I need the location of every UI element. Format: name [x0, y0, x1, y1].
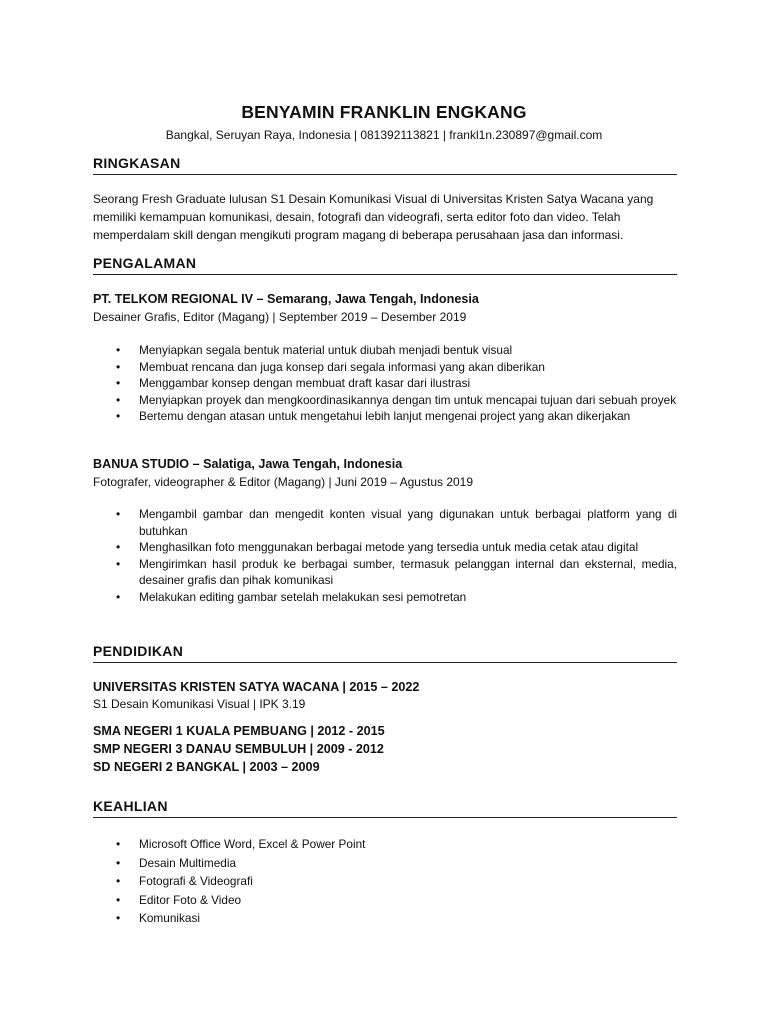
bullet-icon: • — [116, 892, 121, 907]
list-item: • Mengambil gambar dan mengedit konten visual yang digunakan untuk berbagai platform yang di butuhkan — [116, 507, 677, 538]
job-role-banua: Fotografer, videographer & Editor (Magang) | Juni 2019 – Agustus 2019 — [93, 475, 474, 489]
bullet-icon: • — [116, 556, 121, 571]
edu-school-sma: SMA NEGERI 1 KUALA PEMBUANG | 2012 - 2015 — [93, 724, 385, 738]
bullet-icon: • — [116, 837, 121, 851]
edu-university: UNIVERSITAS KRISTEN SATYA WACANA | 2015 – 2022 — [93, 680, 420, 694]
summary-line: memiliki kemampuan komunikasi, desain, fotografi dan videografi, serta editor foto dan video. Telah — [93, 210, 621, 224]
contact-line: Bangkal, Seruyan Raya, Indonesia | 081392113821 | frankl1n.230897@gmail.com — [165, 128, 603, 142]
summary-line: memperdalam skill dengan mengikuti program magang di beberapa perusahaan jasa dan informasi. — [93, 228, 624, 242]
bullet-icon: • — [116, 343, 121, 357]
list-item: • Menggambar konsep dengan membuat draft kasar dari ilustrasi — [116, 376, 471, 390]
section-ringkasan — [93, 155, 677, 175]
list-item: • Microsoft Office Word, Excel & Power Point — [93, 835, 677, 854]
bullet-icon: • — [116, 855, 121, 870]
list-item: • Fotografi & Videografi — [93, 872, 677, 891]
bullet-icon: • — [116, 589, 121, 604]
list-item: • Menyiapkan segala bentuk material untuk diubah menjadi bentuk visual — [116, 343, 513, 357]
list-item: • Menghasilkan foto menggunakan berbagai metode yang tersedia untuk media cetak atau digital — [116, 540, 639, 554]
job-company-telkom: PT. TELKOM REGIONAL IV – Semarang, Jawa Tengah, Indonesia — [93, 292, 479, 306]
edu-school-smp: SMP NEGERI 3 DANAU SEMBULUH | 2009 - 2012 — [93, 742, 384, 756]
section-pengalaman — [93, 255, 677, 275]
section-pendidikan — [93, 643, 677, 663]
section-title-pendidikan: PENDIDIKAN — [93, 643, 677, 663]
job-bullets-banua — [93, 506, 677, 605]
summary-line: Seorang Fresh Graduate lulusan S1 Desain Komunikasi Visual di Universitas Kristen Satya Wacana yang — [93, 192, 654, 206]
bullet-icon: • — [116, 874, 121, 888]
list-item: • Desain Multimedia — [93, 854, 677, 873]
edu-degree: S1 Desain Komunikasi Visual | IPK 3.19 — [93, 697, 306, 711]
job-company-banua: BANUA STUDIO – Salatiga, Jawa Tengah, Indonesia — [93, 457, 403, 471]
edu-school-sd: SD NEGERI 2 BANGKAL | 2003 – 2009 — [93, 760, 320, 774]
section-title-keahlian: KEAHLIAN — [93, 798, 677, 818]
section-keahlian — [93, 798, 677, 818]
list-item: • Menyiapkan proyek dan mengkoordinasikannya dengan tim untuk mencapai tujuan dari sebuah proyek — [116, 392, 677, 407]
list-item: • Mengirimkan hasil produk ke berbagai sumber, termasuk pelanggan internal dan eksternal, media, desainer grafis dan pihak komunikasi — [116, 556, 677, 587]
list-item: • Bertemu dengan atasan untuk mengetahui lebih lanjut mengenai project yang akan dikerjakan — [116, 409, 631, 423]
summary-paragraph — [93, 190, 677, 244]
bullet-icon: • — [116, 409, 121, 423]
section-title-ringkasan: RINGKASAN — [93, 155, 677, 175]
job-bullets-telkom — [93, 342, 677, 425]
bullet-icon: • — [116, 911, 121, 925]
job-role-telkom: Desainer Grafis, Editor (Magang) | September 2019 – Desember 2019 — [93, 310, 467, 324]
list-item: • Editor Foto & Video — [93, 891, 677, 910]
skills-list — [93, 835, 677, 928]
bullet-icon: • — [116, 392, 121, 407]
list-item: • Membuat rencana dan juga konsep dari segala informasi yang akan diberikan — [116, 359, 545, 374]
list-item: • Komunikasi — [93, 909, 677, 928]
bullet-icon: • — [116, 540, 121, 554]
bullet-icon: • — [116, 507, 121, 521]
list-item: • Melakukan editing gambar setelah melakukan sesi pemotretan — [116, 589, 467, 604]
bullet-icon: • — [116, 359, 121, 374]
section-title-pengalaman: PENGALAMAN — [93, 255, 677, 275]
bullet-icon: • — [116, 376, 121, 390]
resume-name: BENYAMIN FRANKLIN ENGKANG — [241, 102, 527, 122]
